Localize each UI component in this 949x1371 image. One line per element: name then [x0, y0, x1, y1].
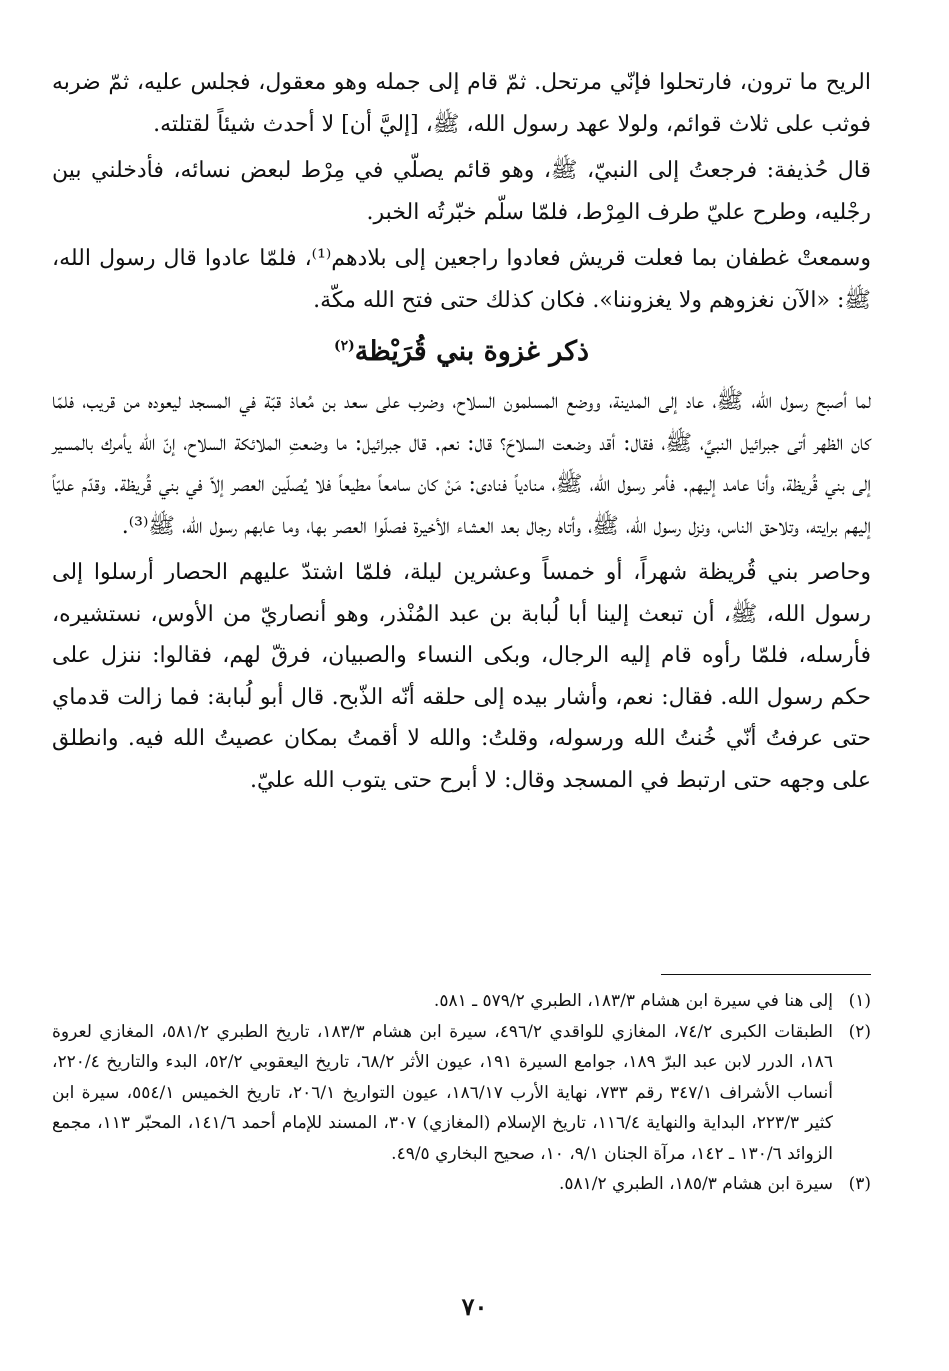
- footnote-number: (٢): [848, 1021, 871, 1042]
- section-heading-text: ذكر غزوة بني قُرَيْظة: [354, 336, 590, 367]
- paragraph-1: الريح ما ترون، فارتحلوا فإنّي مرتحل. ثمّ قام إلى جمله وهو معقول، فجلس عليه، ثمّ ضربه فوثب على ثلاث قوائم، ولولا عهد رسول الله، ﷺ، [إليَّ أن] لا أحدث شيئاً لقتلته.: [52, 70, 871, 137]
- footnote-text: سيرة ابن هشام ١٨٥/٣، الطبري ٥٨١/٢.: [558, 1174, 833, 1194]
- footnote-3: [52, 1169, 871, 1200]
- footnote-separator: [661, 974, 871, 975]
- footnote-1: [52, 986, 871, 1017]
- paragraph-3: وسمعتْ غطفان بما فعلت قريش فعادوا راجعين إلى بلادهم⁽¹⁾، فلمّا عادوا قال رسول الله، ﷺ: «الآن نغزوهم ولا يغزوننا». فكان كذلك حتى فتح الله مكّة.: [52, 246, 871, 313]
- footnote-text: إلى هنا في سيرة ابن هشام ١٨٣/٣، الطبري ٥٧٩/٢ ـ ٥٨١.: [433, 991, 833, 1011]
- section-heading-footnote-mark: (٢): [333, 338, 355, 354]
- footnote-number: (١): [848, 991, 871, 1011]
- footnotes: [52, 986, 871, 1200]
- paragraph-4: لما أصبح رسول الله، ﷺ، عاد إلى المدينة، ووضع المسلمون السلاح، وضرب على سعد بن مُعاذ قبّة في المسجد ليعوده من قريب، فلمّا كان الظهر أتى جبرائيل النبيَّ، ﷺ، فقال: أقد وضعت السلاحَ؟ قال: نعم. قال جبرائيل: ما وضعتِ الملائكة السلاح، إنّ الله يأمرك بالمسير إلى بني قُريظة، وأنا عامد إليهم. فأمر رسول الله، ﷺ، منادياً فنادى: مَنْ كان سامعاً مطيعاً فلا يُصلّين العصر إلاّ في بني قُريظة. وقدّم عليّاً إليهم برايته، وتلاحق الناس، ونزل رسول الله، ﷺ، وأتاه رجال بعد العشاء الأخيرة فصلّوا العصر بها، وما عابهم رسول الله، ﷺ⁽³⁾.: [52, 389, 872, 539]
- paragraph-5: وحاصر بني قُريظة شهراً، أو خمساً وعشرين ليلة، فلمّا اشتدّ عليهم الحصار أرسلوا إلى رسول الله، ﷺ، أن تبعث إلينا أبا لُبابة بن عبد المُنْذر، وهو أنصاريّ من الأوس، نستشيره، فأرسله، فلمّا رأوه قام إليه الرجال، وبكى النساء والصبيان، فرقّ لهم، فقالوا: ننزل على حكم رسول الله. فقال: نعم، وأشار بيده إلى حلقه أنّه الذّبح. قال أبو لُبابة: فما زالت قدماي حتى عرفتُ أنّي خُنتُ الله ورسوله، وقلتُ: والله لا أقمتُ بمكان عصيتُ الله فيه. وانطلق على وجهه حتى ارتبط في المسجد وقال: لا أبرح حتى يتوب الله عليّ.: [52, 560, 872, 793]
- main-text: [52, 62, 871, 801]
- footnote-2: [52, 1017, 871, 1170]
- page-number: ٧٠: [461, 1292, 488, 1321]
- footnote-text: الطبقات الكبرى ٧٤/٢، المغازي للواقدي ٤٩٦/٢، سيرة ابن هشام ١٨٣/٣، تاريخ الطبري ٥٨١/٢، المغازي لعروة ١٨٦، الدرر لابن عبد البرّ ١٨٩، جوامع السيرة ١٩١، عيون الأثر ٦٨/٢، تاريخ اليعقوبي ٥٢/٢، البدء والتاريخ ٢٢٠/٤، أنساب الأشراف ٣٤٧/١ رقم ٧٣٣، نهاية الأرب ١٨٦/١٧، عيون التواريخ ٢٠٦/١، تاريخ الخميس ٥٥٤/١، سيرة ابن كثير ٢٢٣/٣، البداية والنهاية ١١٦/٤، تاريخ الإسلام (المغازي) ٣٠٧، المسند للإمام أحمد ١٤١/٦، المحبّر ١١٣، مجمع الزوائد ١٣٠/٦ ـ ١٤٢، مرآة الجنان ٩/١، ١٠، صحيح البخاري ٤٩/٥.: [52, 1021, 834, 1164]
- footnote-number: (٣): [848, 1174, 871, 1194]
- paragraph-2: قال حُذيفة: فرجعتُ إلى النبيّ، ﷺ، وهو قائم يصلّي في مِرْط لبعض نسائه، فأدخلني بين رجْليه، وطرح عليّ طرف المِرْط، فلمّا سلّم خبّرتُه الخبر.: [52, 158, 871, 225]
- section-heading: [52, 327, 871, 377]
